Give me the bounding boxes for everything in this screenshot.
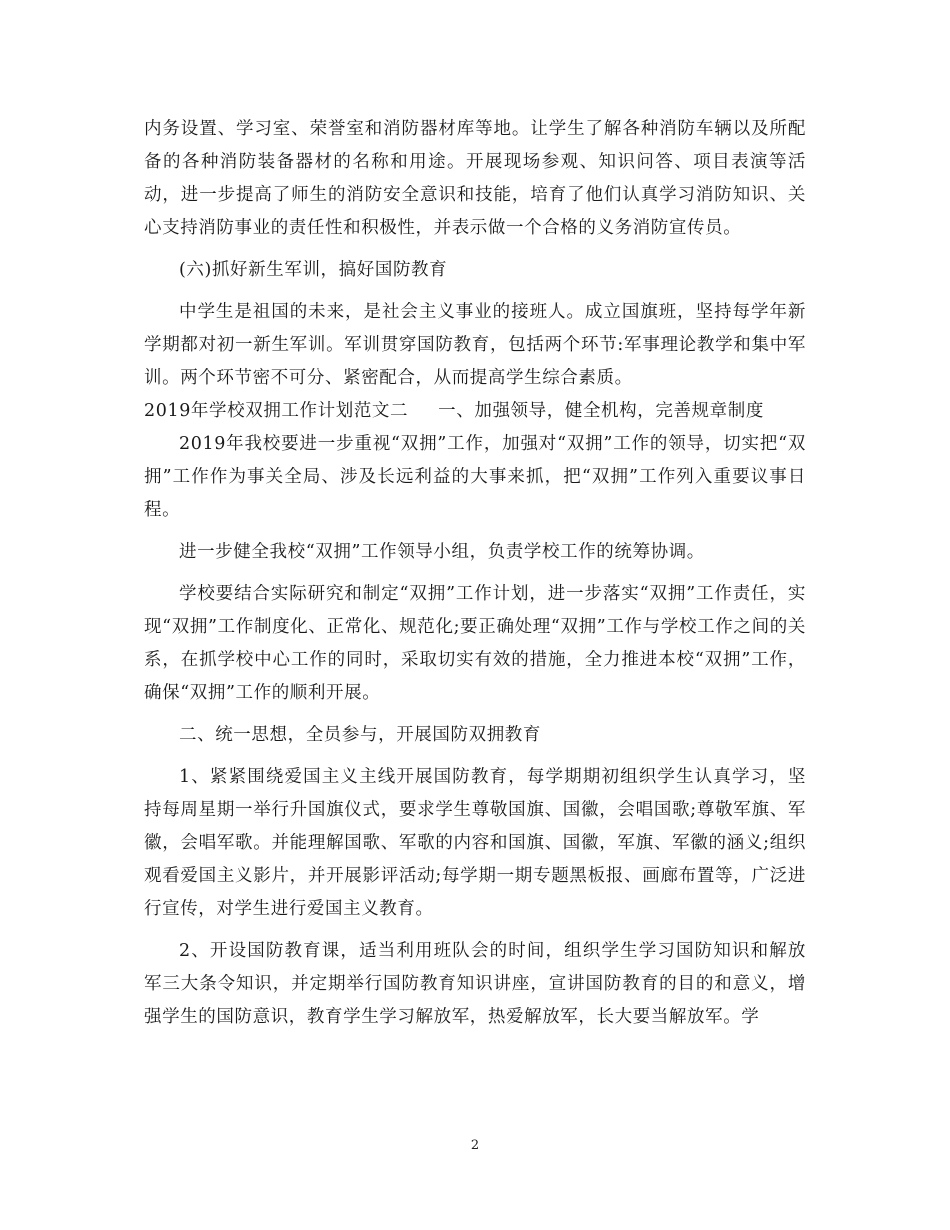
paragraph-leading-group: 进一步健全我校“双拥”工作领导小组，负责学校工作的统筹协调。 (179, 542, 705, 562)
section-heading-leadership: 一、加强领导，健全机构，完善规章制度 (438, 401, 764, 421)
paragraph-military-training: 中学生是祖国的未来，是社会主义事业的接班人。成立国旗班，坚持每学年新学期都对初一新生军训。军训贯穿国防教育，包括两个环节:军事理论教学和集中军训。两个环节密不可分、紧密配合，从而提高学生综合素质。 (144, 302, 806, 388)
plan-title: 2019年学校双拥工作计划范文二 (144, 401, 409, 421)
paragraph-patriotic-education: 1、紧紧围绕爱国主义主线开展国防教育，每学期期初组织学生认真学习，坚持每周星期一举行升国旗仪式，要求学生尊敬国旗、国徽，会唱国歌;尊敬军旗、军徽，会唱军歌。并能理解国歌、军歌的内容和国旗、国徽，军旗、军徽的涵义;组织观看爱国主义影片，并开展影评活动;每学期一期专题黑板报、画廊布置等，广泛进行宣传，对学生进行爱国主义教育。 (144, 767, 806, 919)
page-number: 2 (470, 1138, 480, 1153)
paragraph-fire-visit: 内务设置、学习室、荣誉室和消防器材库等地。让学生了解各种消防车辆以及所配备的各种消防装备器材的名称和用途。开展现场参观、知识问答、项目表演等活动，进一步提高了师生的消防安全意识和技能，培育了他们认真学习消防知识、关心支持消防事业的责任性和积极性，并表示做一个合格的义务消防宣传员。 (144, 119, 806, 238)
paragraph-work-plan: 学校要结合实际研究和制定“双拥”工作计划，进一步落实“双拥”工作责任，实现“双拥”工作制度化、正常化、规范化;要正确处理“双拥”工作与学校工作之间的关系，在抓学校中心工作的同时，采取切实有效的措施，全力推进本校“双拥”工作，确保“双拥”工作的顺利开展。 (144, 584, 806, 703)
section-heading-military-training: (六)抓好新生军训，搞好国防教育 (179, 260, 448, 280)
document-body (144, 113, 806, 1034)
plan-title-line (144, 395, 806, 428)
paragraph-leadership: 2019年我校要进一步重视“双拥”工作，加强对“双拥”工作的领导，切实把“双拥”工作作为事关全局、涉及长远利益的大事来抓，把“双拥”工作列入重要议事日程。 (144, 434, 806, 520)
paragraph-defense-course: 2、开设国防教育课，适当利用班队会的时间，组织学生学习国防知识和解放军三大条令知识，并定期举行国防教育知识讲座，宣讲国防教育的目的和意义，增强学生的国防意识，教育学生学习解放军，热爱解放军，长大要当解放军。学 (144, 941, 806, 1027)
section-heading-unified-thinking: 二、统一思想，全员参与，开展国防双拥教育 (179, 725, 541, 745)
